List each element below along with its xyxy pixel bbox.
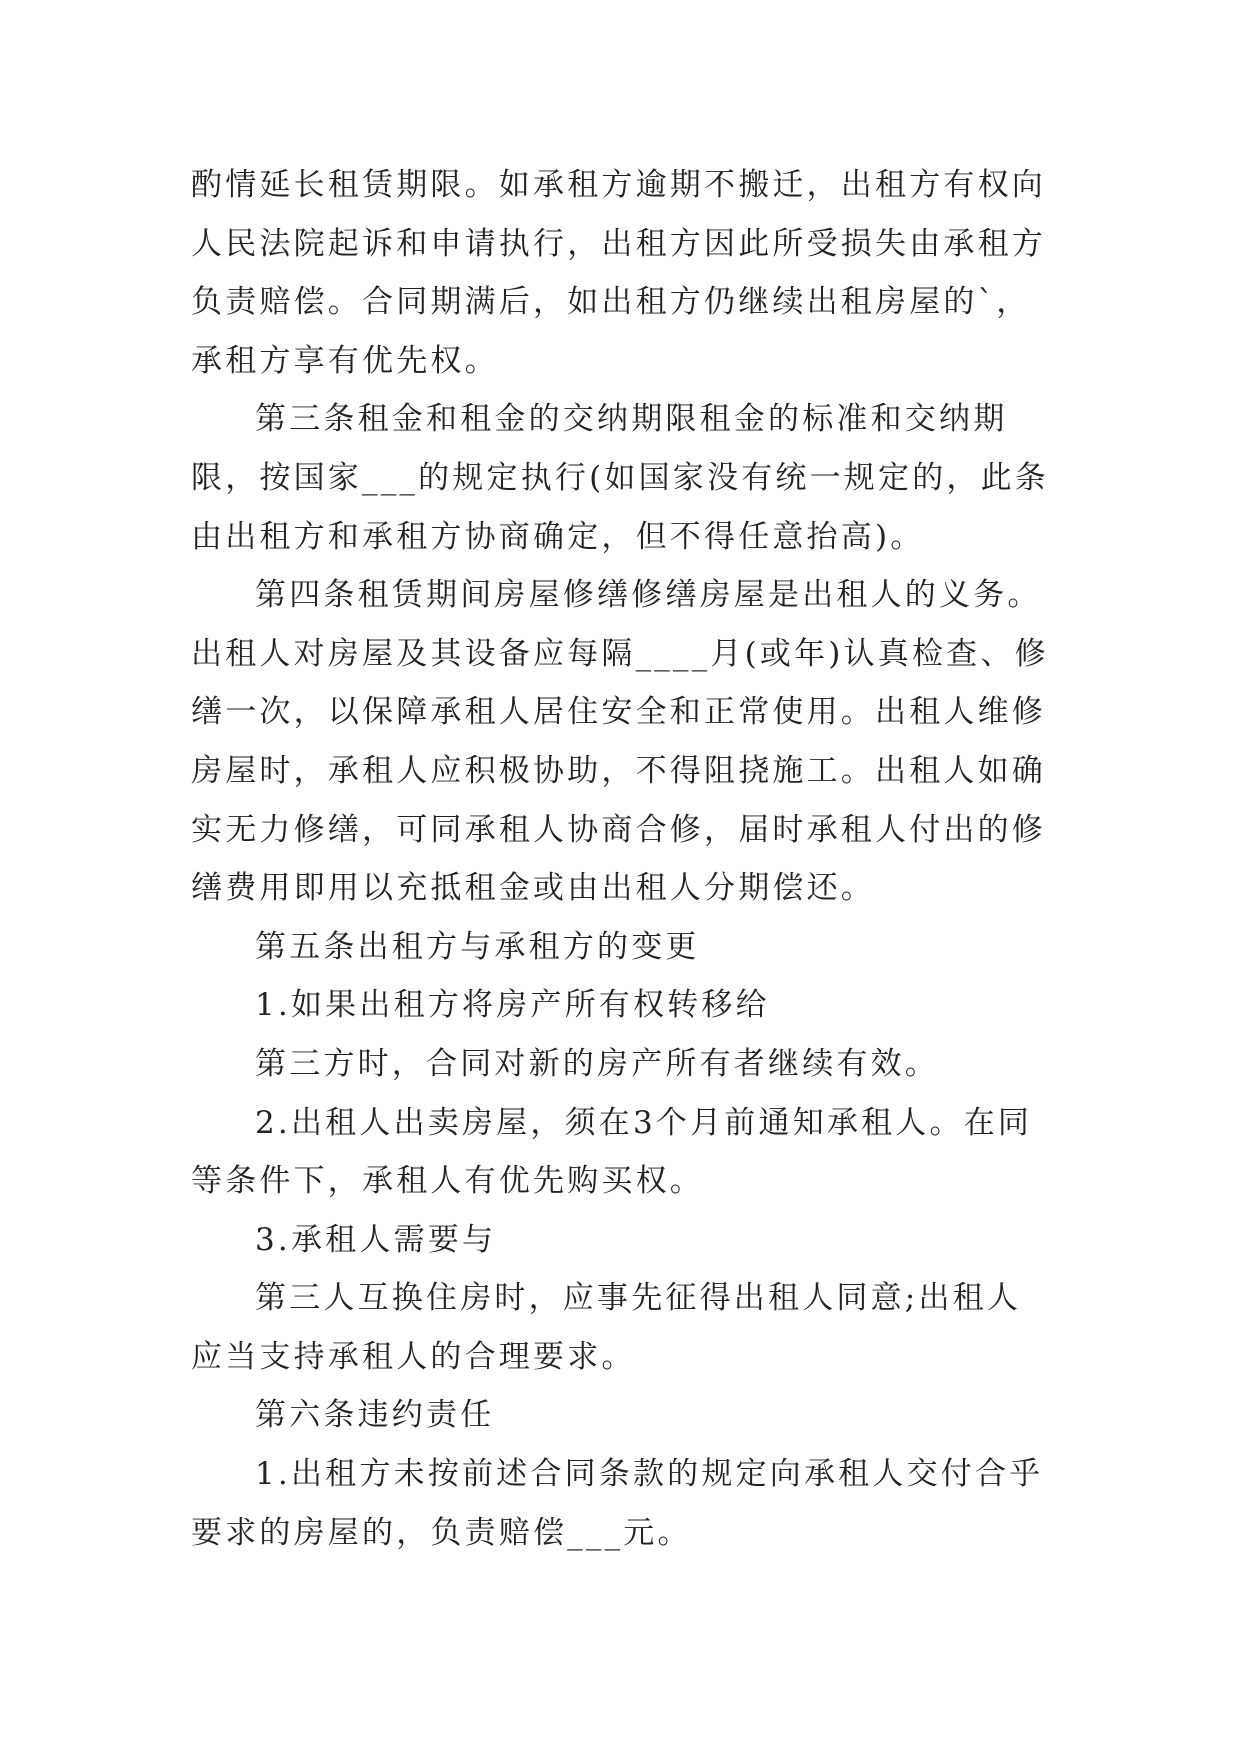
paragraph-lease-term-end: 酌情延长租赁期限。如承租方逾期不搬迁，出租方有权向人民法院起诉和申请执行，出租方因此所受损失由承租方负责赔偿。合同期满后，如出租方仍继续出租房屋的`，承租方享有优先权。 <box>191 167 1046 379</box>
paragraph-article-4-repairs: 第四条租赁期间房屋修缮修缮房屋是出租人的义务。出租人对房屋及其设备应每隔____月(或年)认真检查、修缮一次，以保障承租人居住安全和正常使用。出租人维修房屋时，承租人应积极协助，不得阻挠施工。出租人如确实无力修缮，可同承租人协商合修，届时承租人付出的修缮费用即用以充抵租金或由出租人分期偿还。 <box>191 577 1049 907</box>
paragraph-article-6-item-1: 1.出租方未按前述合同条款的规定向承租人交付合乎要求的房屋的，负责赔偿___元。 <box>191 1456 1044 1551</box>
paragraph-article-6-heading: 第六条违约责任 <box>255 1397 495 1434</box>
document-body <box>191 156 1051 1562</box>
paragraph-article-5-item-3-cont: 第三人互换住房时，应事先征得出租人同意;出租人应当支持承租人的合理要求。 <box>191 1280 1022 1375</box>
paragraph-article-3-rent: 第三条租金和租金的交纳期限租金的标准和交纳期限，按国家___的规定执行(如国家没有统一规定的，此条由出租方和承租方协商确定，但不得任意抬高)。 <box>191 401 1049 555</box>
paragraph-article-5-item-2: 2.出租人出卖房屋，须在3个月前通知承租人。在同等条件下，承租人有优先购买权。 <box>191 1104 1033 1200</box>
paragraph-article-5-item-1: 1.如果出租方将房产所有权转移给 <box>255 987 770 1024</box>
paragraph-article-5-heading: 第五条出租方与承租方的变更 <box>255 928 700 965</box>
paragraph-article-5-item-3: 3.承租人需要与 <box>255 1221 497 1258</box>
paragraph-article-5-item-1-cont: 第三方时，合同对新的房产所有者继续有效。 <box>255 1045 939 1082</box>
